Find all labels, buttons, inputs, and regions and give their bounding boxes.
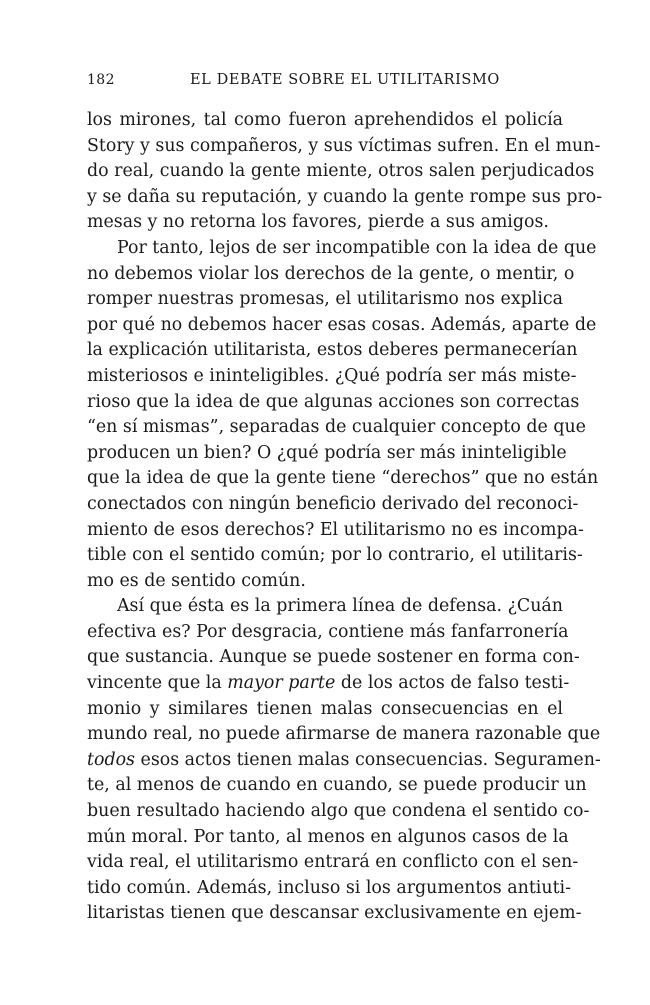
text-segment: que la idea de que la gente tiene “derechos” que no están <box>87 468 599 489</box>
body-text <box>87 108 603 927</box>
text-segment: litaristas tienen que descansar exclusivamente en ejem- <box>87 903 582 924</box>
text-line <box>87 236 597 262</box>
text-line <box>87 262 575 288</box>
text-segment: tido común. Además, incluso si los argumentos antiuti- <box>87 877 571 898</box>
text-segment: que sustancia. Aunque se puede sostener en forma con- <box>87 647 580 668</box>
text-segment: conectados con ningún beneficio derivado del reconoci- <box>87 493 579 514</box>
text-segment: romper nuestras promesas, el utilitarismo nos explica <box>87 289 563 310</box>
text-line <box>87 799 590 825</box>
text-segment: efectiva es? Por desgracia, contiene más fanfarronería <box>87 621 569 642</box>
text-segment: tible con el sentido común; por lo contrario, el utilitaris- <box>87 545 583 566</box>
emphasis-text: todos <box>87 749 135 770</box>
text-line <box>87 210 563 236</box>
text-line <box>87 722 601 748</box>
text-segment: “en sí mismas”, separadas de cualquier concepto de que <box>87 417 586 438</box>
text-segment: producen un bien? O ¿qué podría ser más ininteligible <box>87 442 567 463</box>
text-line <box>87 415 586 441</box>
text-segment: Story y sus compañeros, y sus víctimas sufren. En el mun- <box>87 135 601 156</box>
text-segment: vida real, el utilitarismo entrará en conflicto con el sen- <box>87 852 579 873</box>
text-segment: y se daña su reputación, y cuando la gente rompe sus pro- <box>87 186 603 207</box>
text-line <box>87 569 563 595</box>
text-segment: por qué no debemos hacer esas cosas. Además, aparte de <box>87 314 597 335</box>
text-segment: misteriosos e ininteligibles. ¿Qué podría ser más miste- <box>87 365 577 386</box>
text-segment: mesas y no retorna los favores, pierde a sus amigos. <box>87 212 549 233</box>
text-line <box>87 773 587 799</box>
text-line <box>87 134 601 160</box>
text-line <box>87 594 563 620</box>
text-line <box>87 671 570 697</box>
emphasis-text: mayor parte <box>227 673 336 694</box>
text-line <box>87 645 580 671</box>
text-segment: monio y similares tienen malas consecuencias en el <box>87 698 563 719</box>
text-line <box>87 697 563 723</box>
text-segment: buen resultado haciendo algo que condena el sentido co- <box>87 801 590 822</box>
text-segment: la explicación utilitarista, estos deberes permanecerían <box>87 340 578 361</box>
running-title: EL DEBATE SOBRE EL UTILITARISMO <box>190 72 500 88</box>
text-segment: do real, cuando la gente miente, otros salen perjudicados <box>87 161 595 182</box>
text-segment: esos actos tienen malas consecuencias. Seguramen- <box>135 749 601 770</box>
text-segment: mundo real, no puede afirmarse de manera razonable que <box>87 724 601 745</box>
text-line <box>87 108 563 134</box>
running-head <box>87 72 563 98</box>
text-line <box>87 364 577 390</box>
text-line <box>87 518 584 544</box>
book-page <box>87 72 603 927</box>
text-segment: rioso que la idea de que algunas acciones son correctas <box>87 391 580 412</box>
text-line <box>87 159 595 185</box>
text-segment: mo es de sentido común. <box>87 570 306 591</box>
text-line <box>87 338 578 364</box>
text-line <box>87 748 601 774</box>
text-line <box>87 850 579 876</box>
text-line <box>87 901 582 927</box>
text-line <box>87 620 569 646</box>
text-line <box>87 492 579 518</box>
text-segment: te, al menos de cuando en cuando, se puede producir un <box>87 775 587 796</box>
text-line <box>87 313 597 339</box>
text-segment: Así que ésta es la primera línea de defensa. ¿Cuán <box>117 596 563 617</box>
text-line <box>87 390 580 416</box>
text-line <box>87 543 583 569</box>
text-segment: mún moral. Por tanto, al menos en algunos casos de la <box>87 826 569 847</box>
text-segment: vincente que la <box>87 673 228 694</box>
text-line <box>87 466 599 492</box>
text-line <box>87 185 603 211</box>
text-line <box>87 287 563 313</box>
text-segment: de los actos de falso testi- <box>335 673 570 694</box>
page-number: 182 <box>87 72 115 88</box>
text-segment: Por tanto, lejos de ser incompatible con la idea de que <box>117 237 597 258</box>
text-segment: los mirones, tal como fueron aprehendidos el policía <box>87 110 563 130</box>
text-segment: no debemos violar los derechos de la gente, o mentir, o <box>87 263 575 284</box>
text-line <box>87 441 567 467</box>
text-line <box>87 825 569 851</box>
text-segment: miento de esos derechos? El utilitarismo no es incompa- <box>87 519 584 540</box>
text-line <box>87 876 571 902</box>
